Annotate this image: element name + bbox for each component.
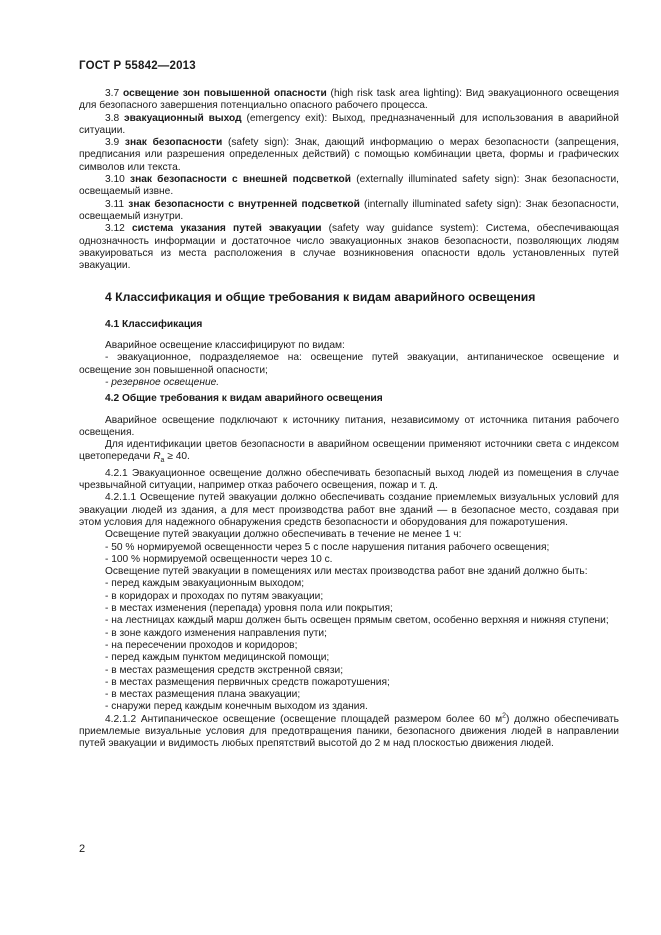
paragraph-power-source: Аварийное освещение подключают к источнику питания, независимому от источника питания рабочего освещения.	[79, 414, 619, 438]
section-4-1-heading: 4.1 Классификация	[105, 318, 203, 330]
paragraph-places: Освещение путей эвакуации в помещениях или местах производства работ вне зданий должно быть:	[105, 566, 588, 578]
place-item: - в местах изменения (перепада) уровня пола или покрытия;	[105, 603, 393, 615]
place-item: - перед каждым пунктом медицинской помощи;	[105, 652, 330, 664]
term-name: знак безопасности	[124, 137, 223, 149]
place-item: - в местах размещения средств экстренной связи;	[105, 664, 344, 676]
paragraph-4-2-1-2: 4.2.1.2 Антипаническое освещение (освещение площадей размером более 60 $м^2$) должно обеспечивать приемлемые визуальные условия для предотвращения паники, безопасного движения людей в направлении путей эвакуации и видимость любых препятствий высотой до 2 м над плоскостью движения людей.	[79, 712, 619, 750]
term-name: знак безопасности с внутренней подсветкой	[128, 198, 360, 210]
term-name: эвакуационный выход	[124, 112, 242, 124]
standard-header: ГОСТ Р 55842—2013	[79, 60, 196, 72]
paragraph-color-index: Для идентификации цветов безопасности в аварийном освещении применяют источники света с индексом цветопередачи $R_a \ge 40$.	[79, 439, 619, 465]
term-3-7: 3.7 освещение зон повышенной опасности (high risk task area lighting): Вид эвакуационного освещения для безопасного завершения потенциально опасного рабочего процесса.	[79, 88, 619, 112]
duration-item: - 50 % нормируемой освещенности через 5 с после нарушения питания рабочего освещения;	[105, 541, 550, 553]
place-item: - на лестницах каждый марш должен быть освещен прямым светом, особенно верхняя и нижняя ступени;	[105, 615, 609, 627]
paragraph-4-2-1: 4.2.1 Эвакуационное освещение должно обеспечивать безопасный выход людей из помещения в случае чрезвычайной ситуации, например отказ рабочего освещения, пожар и т. д.	[79, 467, 619, 492]
place-item: - в местах размещения плана эвакуации;	[105, 689, 301, 701]
section-4-heading: 4 Классификация и общие требования к видам аварийного освещения	[105, 290, 536, 305]
place-item: - в коридорах и проходах по путям эвакуации;	[105, 590, 324, 602]
paragraph-4-2-1-1: 4.2.1.1 Освещение путей эвакуации должно обеспечивать создание приемлемых визуальных условий для эвакуации людей из здания, а для мест производства работ вне зданий — в безопасное место, создавая при этом условия для надежного обнаружения средств безопасности и оборудования для пожаротушения.	[79, 492, 619, 528]
term-name: система указания путей эвакуации	[131, 223, 322, 235]
classification-item: - резервное освещение.	[105, 376, 220, 388]
term-name: знак безопасности с внешней подсветкой	[130, 174, 351, 186]
paragraph-duration: Освещение путей эвакуации должно обеспечивать в течение не менее 1 ч:	[105, 529, 462, 541]
term-3-11: 3.11 знак безопасности с внутренней подсветкой (internally illuminated safety sign): Знак безопасности, освещаемый изнутри.	[79, 198, 619, 222]
place-item: - на пересечении проходов и коридоров;	[105, 639, 298, 651]
classification-intro: Аварийное освещение классифицируют по видам:	[105, 340, 345, 352]
place-item: - в местах размещения первичных средств пожаротушения;	[105, 676, 390, 688]
place-item: - перед каждым эвакуационным выходом;	[105, 578, 305, 590]
term-3-10: 3.10 знак безопасности с внешней подсветкой (externally illuminated safety sign): Знак безопасности, освещаемый извне.	[79, 174, 619, 198]
place-item: - в зоне каждого изменения направления пути;	[105, 627, 327, 639]
term-name: освещение зон повышенной опасности	[123, 88, 327, 99]
document-body	[79, 88, 619, 751]
term-3-9: 3.9 знак безопасности (safety sign): Знак, дающий информацию о мерах безопасности (запрещения, предписания или разрешения определенных действий) с помощью комбинации цвета, формы и графических символов или текста.	[79, 137, 620, 173]
place-item: - снаружи перед каждым конечным выходом из здания.	[105, 701, 368, 713]
duration-item: - 100 % нормируемой освещенности через 10 с.	[105, 553, 333, 565]
section-4-2-heading: 4.2 Общие требования к видам аварийного освещения	[105, 393, 383, 405]
page-number: 2	[79, 843, 86, 855]
term-3-12: 3.12 система указания путей эвакуации (safety way guidance system): Система, обеспечивающая однозначность информации и достаточное число эвакуационных знаков безопасности, позволяющих людям эвакуироваться из места расположения в случае возникновения опасности вдоль установленных путей эвакуации.	[79, 223, 619, 272]
classification-item: - эвакуационное, подразделяемое на: освещение путей эвакуации, антипаническое освещение и освещение зон повышенной опасности;	[79, 352, 619, 376]
term-3-8: 3.8 эвакуационный выход (emergency exit): Выход, предназначенный для использования в аварийной ситуации.	[79, 112, 619, 136]
